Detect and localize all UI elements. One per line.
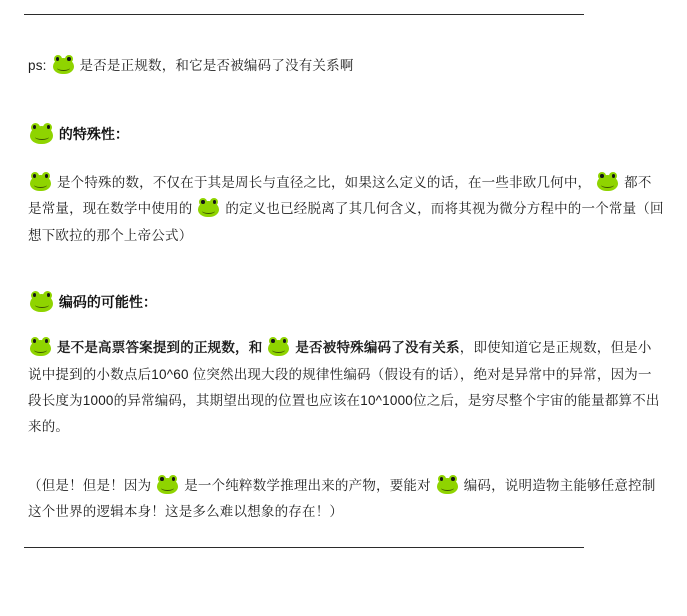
divider-bottom xyxy=(24,547,584,548)
encoding-paragraph xyxy=(24,335,660,440)
frog-icon xyxy=(157,475,178,494)
document-page xyxy=(0,14,687,616)
ps-text: 是否是正规数，和它是否被编码了没有关系啊 xyxy=(79,58,354,73)
special-heading xyxy=(24,121,663,148)
encoding-heading-text: 编码的可能性： xyxy=(58,293,157,310)
frog-icon xyxy=(30,172,51,191)
encoding-heading xyxy=(24,289,663,316)
special-text-2: 都不是常量，现在数学中使用的 xyxy=(28,174,652,217)
encoding-bold-2: 是否被特殊编码了没有关系 xyxy=(295,340,460,356)
special-heading-text: 的特殊性： xyxy=(58,126,129,143)
frog-icon xyxy=(198,198,219,217)
frog-icon xyxy=(30,123,53,144)
ps-paragraph xyxy=(24,53,663,79)
frog-icon xyxy=(30,337,51,356)
special-text-3: 的定义也已经脱离了其几何含义，而将其视为微分方程中的一个常量（回想下欧拉的那个上帝公式） xyxy=(28,201,664,243)
special-text-1: 是个特殊的数，不仅在于其是周长与直径之比，如果这么定义的话，在一些非欧几何中， xyxy=(56,174,592,190)
divider-top xyxy=(24,14,584,15)
frog-icon xyxy=(597,172,618,191)
ps-prefix: ps: xyxy=(28,58,47,73)
final-text-3: 编码，说明造物主能够任意控制这个世界的逻辑本身！这是多么难以想象的存在！） xyxy=(28,477,656,519)
encoding-rest: ，即使知道它是正规数，但是小说中提到的小数点后10^60 位突然出现大段的规律性编码（假设有的话），绝对是异常中的异常，因为一段长度为1000的异常编码，其期望出现的位置也应该在10^1000位之后，是穷尽整个宇宙的能量都算不出来的。 xyxy=(28,340,660,435)
special-paragraph xyxy=(24,170,664,249)
frog-icon xyxy=(437,475,458,494)
final-text-1: （但是！但是！因为 xyxy=(28,477,152,493)
frog-icon xyxy=(30,291,53,312)
final-paragraph xyxy=(24,473,664,526)
frog-icon xyxy=(53,55,74,74)
final-text-2: 是一个纯粹数学推理出来的产物，要能对 xyxy=(184,477,431,493)
frog-icon xyxy=(268,337,289,356)
encoding-bold-1: 是不是高票答案提到的正规数，和 xyxy=(56,340,263,356)
